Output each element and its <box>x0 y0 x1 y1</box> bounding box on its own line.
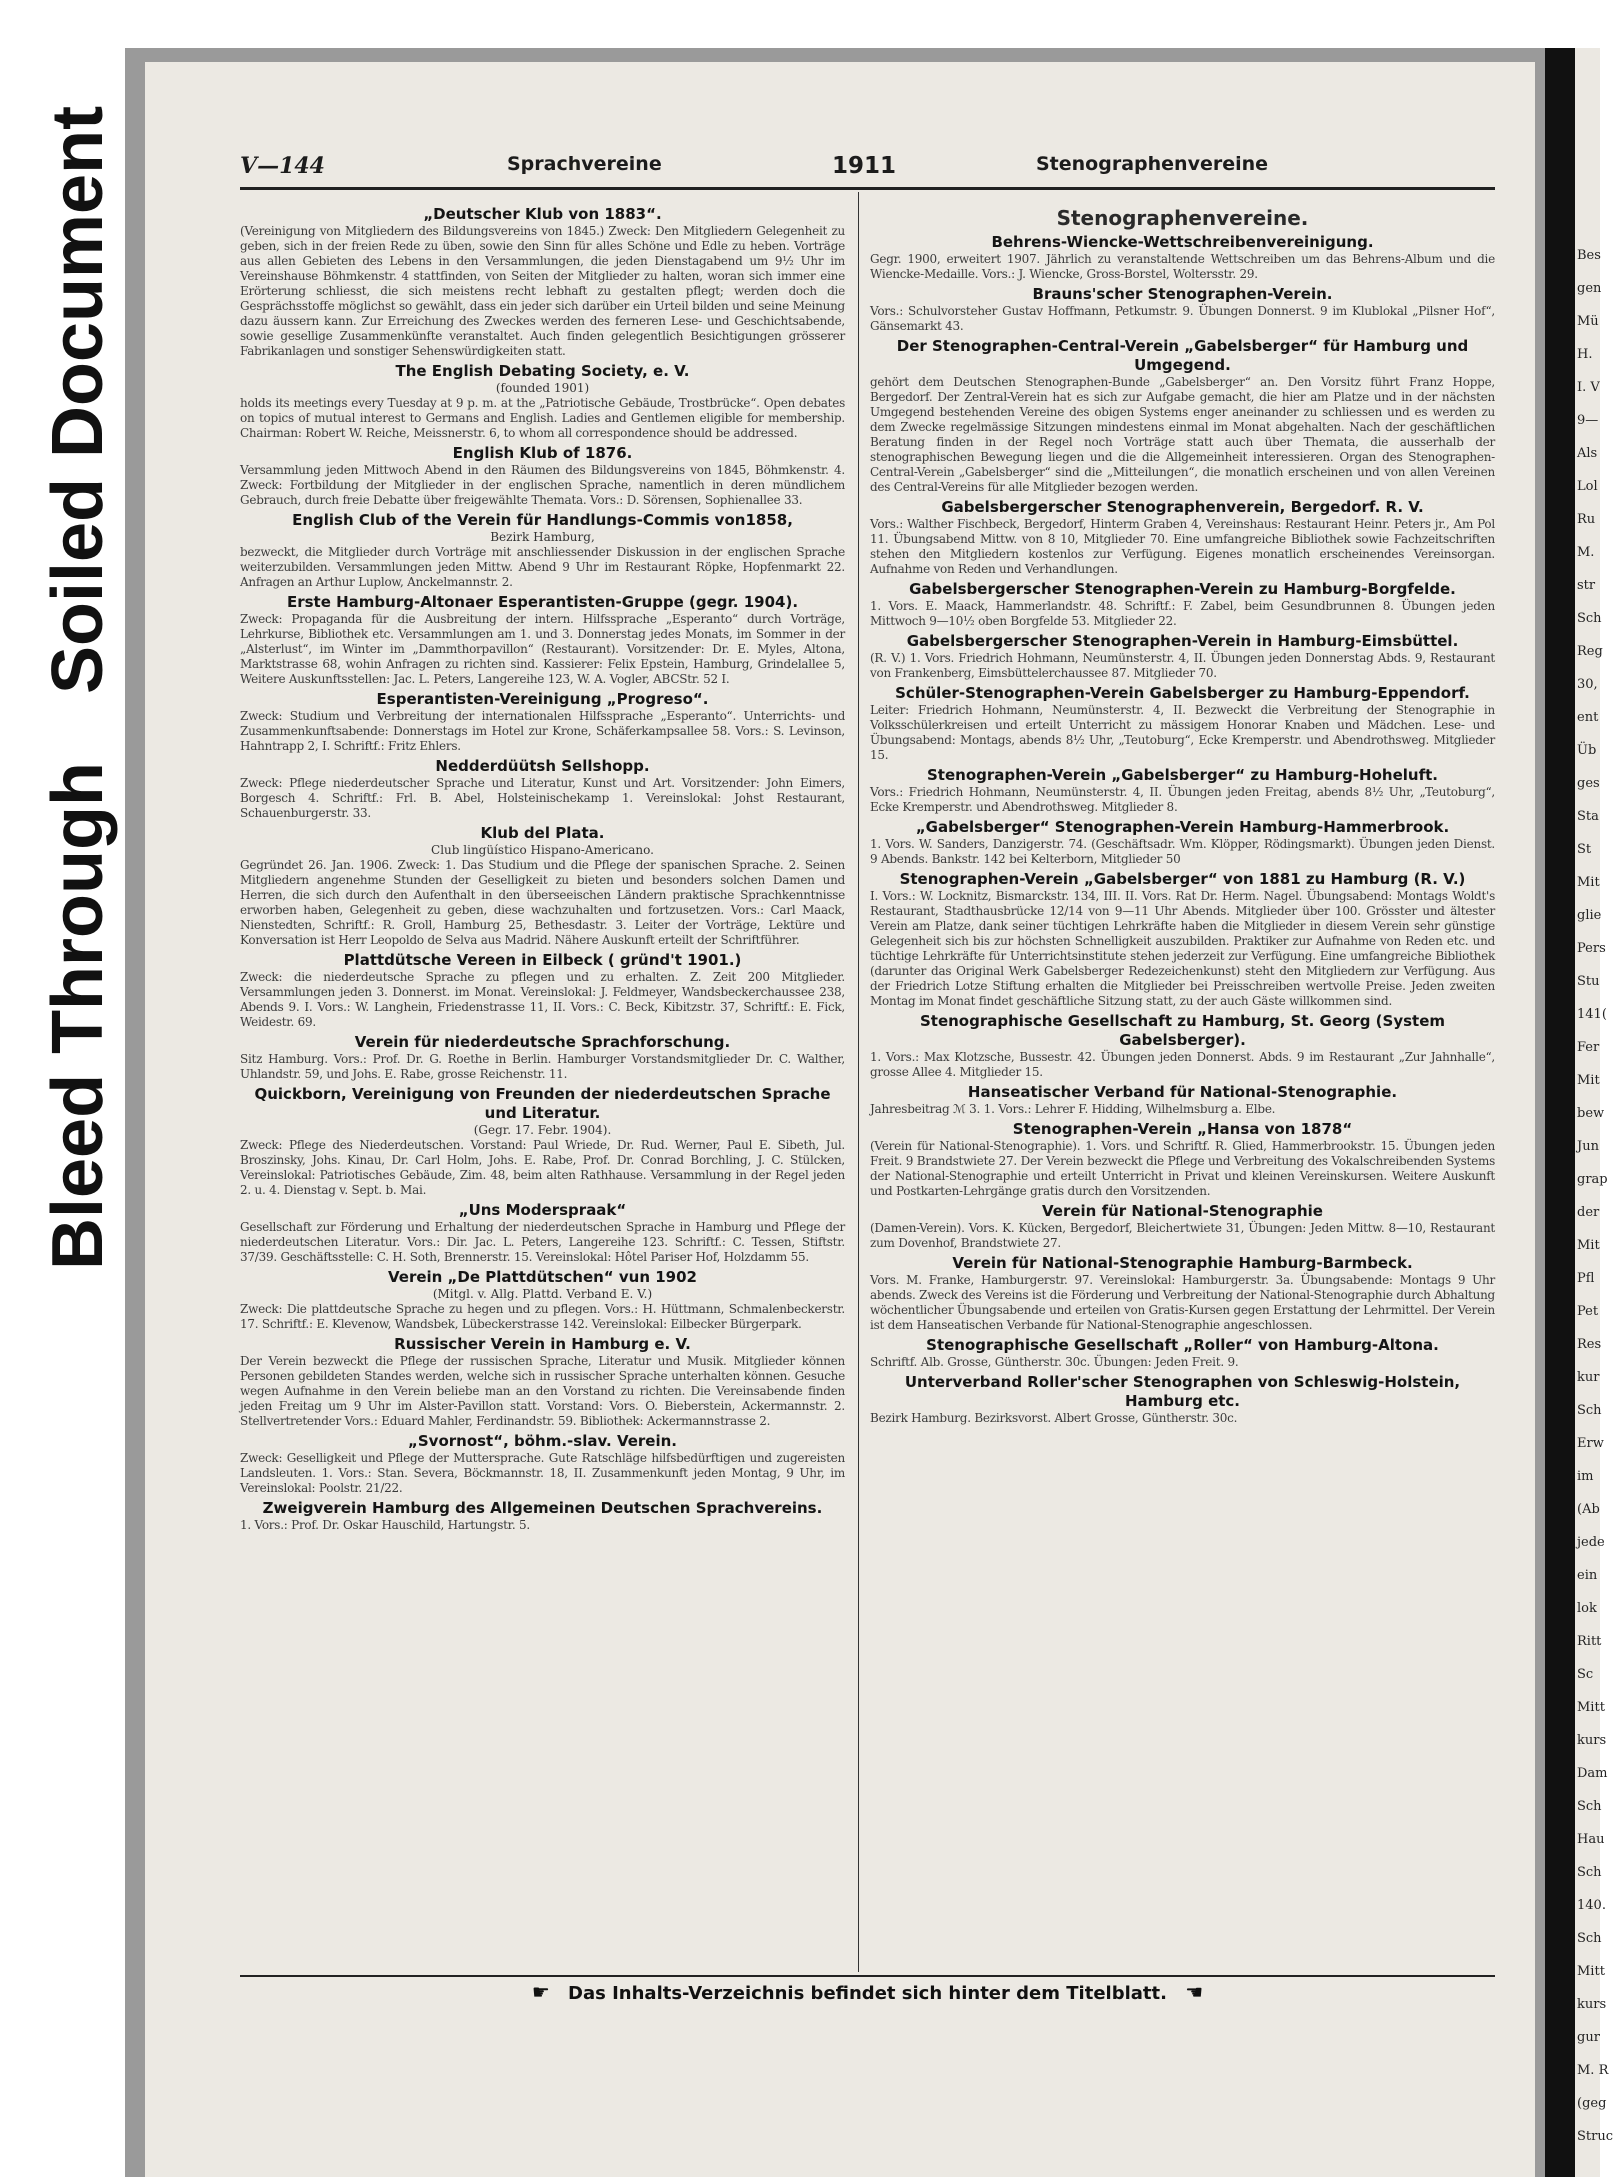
neighbor-fragment: Mit <box>1577 1238 1600 1253</box>
neighbor-fragment: Ru <box>1577 512 1596 527</box>
neighbor-fragment: Pfl <box>1577 1271 1595 1286</box>
neighbor-fragment: (geg <box>1577 2096 1607 2111</box>
directory-entry <box>240 362 845 441</box>
entry-body: Versammlung jeden Mittwoch Abend in den Räumen des Bildungsvereins von 1845, Böhmkenstr. 4. Zweck: Fortbildung der Mitglieder in der englischen Sprache, namentlich in deren mündlichem Gebrauch, durch freie Debatte über freigewählte Themata. Vors.: D. Sörensen, Sophienallee 33. <box>240 463 845 507</box>
header-year: 1911 <box>832 153 897 179</box>
neighbor-fragment: Bes <box>1577 248 1601 263</box>
directory-entry <box>240 1033 845 1082</box>
directory-entry <box>870 684 1495 763</box>
neighbor-fragment: 140. <box>1577 1898 1606 1913</box>
neighbor-fragment: Pet <box>1577 1304 1599 1319</box>
neighbor-fragment: Struc <box>1577 2129 1613 2144</box>
right-column <box>870 205 1495 1429</box>
entry-title: English Club of the Verein für Handlungs-Commis von1858, <box>292 511 793 529</box>
directory-entry <box>240 1335 845 1429</box>
entry-body: Jahresbeitrag ℳ 3. 1. Vors.: Lehrer F. Hidding, Wilhelmsburg a. Elbe. <box>870 1102 1276 1116</box>
neighbor-fragment: Mit <box>1577 1073 1600 1088</box>
neighbor-fragment: gur <box>1577 2030 1600 2045</box>
entry-subtitle: (founded 1901) <box>495 381 590 395</box>
entry-title: Nedderdüütsh Sellshopp. <box>435 757 650 775</box>
neighbor-fragment: kur <box>1577 1370 1600 1385</box>
directory-entry <box>870 1083 1495 1117</box>
directory-entry <box>870 498 1495 577</box>
directory-entry <box>870 870 1495 1009</box>
neighbor-fragment: Dam <box>1577 1766 1608 1781</box>
directory-entry <box>870 1254 1495 1333</box>
bleed-through-stamp <box>28 105 128 1270</box>
neighbor-fragment: Sch <box>1577 1865 1602 1880</box>
entry-title: Verein für niederdeutsche Sprachforschung. <box>354 1033 731 1051</box>
neighbor-fragment: 9— <box>1577 413 1599 428</box>
entry-body: (R. V.) 1. Vors. Friedrich Hohmann, Neumünsterstr. 4, II. Übungen jeden Donnerstag Abds. 9, Restaurant von Frankenberg, Eimsbüttelerchaussee 87. Mitglieder 70. <box>870 651 1495 680</box>
entry-title: Schüler-Stenographen-Verein Gabelsberger zu Hamburg-Eppendorf. <box>895 684 1470 702</box>
entry-title: „Gabelsberger“ Stenographen-Verein Hamburg-Hammerbrook. <box>915 818 1450 836</box>
neighbor-fragment: lok <box>1577 1601 1597 1616</box>
entry-body: Gegr. 1900, erweitert 1907. Jährlich zu veranstaltende Wettschreiben um das Behrens-Album und die Wiencke-Medaille. Vors.: J. Wiencke, Gross-Borstel, Woltersstr. 29. <box>870 252 1495 281</box>
directory-entry <box>240 951 845 1030</box>
directory-entry <box>870 818 1495 867</box>
entry-title: Brauns'scher Stenographen-Verein. <box>1032 285 1333 303</box>
entry-body: (Verein für National-Stenographie). 1. Vors. und Schriftf. R. Glied, Hammerbrookstr. 15. Übungen jeden Freit. 9 Brandstwiete 27. Der Verein bezweckt die Pflege und Verbreitung des Vokalschreibenden Systems der National-Stenographie und erteilt Unterricht in Privat und kleinen Vereinskursen. Weitere Auskunft und Postkarten-Lehrgänge gratis durch den Vorsitzenden. <box>870 1139 1495 1198</box>
directory-entry <box>870 766 1495 815</box>
entry-title: The English Debating Society, e. V. <box>395 362 690 380</box>
entry-body: I. Vors.: W. Locknitz, Bismarckstr. 134, III. II. Vors. Rat Dr. Herm. Nagel. Übungsabend: Montags Woldt's Restaurant, Stadthausbrücke 12/14 von 9—11 Uhr Abends. Mitglieder über 100. Grösster und ältester Verein am Platze, dank seiner tüchtigen Lehrkräfte haben die Mitglieder in diesem Verein sehr günstige Gelegenheit sich bis zur höchsten Schnelligkeit auszubilden. Praktiker zur Aufnahme von Reden etc. und tüchtige Lehrkräfte für Unterrichtsinstitute stehen jederzeit zur Verfügung. Eine umfangreiche Bibliothek (darunter das Original Werk Gabelsberger Redezeichenkunst) steht den Mitgliedern zur Verfügung. Aus der Friedrich Lotze Stiftung erhalten die Mitglieder bei Preisschreiben wertvolle Preise. Jeden zweiten Montag im Monat findet geschäftliche Sitzung statt, zu der auch Gäste willkommen sind. <box>870 889 1495 1008</box>
neighbor-fragment: Sc <box>1577 1667 1594 1682</box>
entry-body: 1. Vors. E. Maack, Hammerlandstr. 48. Schriftf.: F. Zabel, beim Gesundbrunnen 8. Übungen jeden Mittwoch 9—10½ oben Borgfelde 53. Mitglieder 22. <box>870 599 1495 628</box>
entry-body: Zweck: Pflege des Niederdeutschen. Vorstand: Paul Wriede, Dr. Rud. Werner, Paul E. Sibeth, Jul. Broszinsky, Johs. Kinau, Dr. Carl Holm, Johs. E. Rabe, Prof. Dr. Conrad Borchling, J. C. Stülcken, Vereinslokal: Patriotisches Gebäude, Zim. 48, beim alten Rathhause. Versammlung in der Regel jeden 2. u. 4. Dienstag v. Sept. b. Mai. <box>240 1138 845 1197</box>
directory-entry <box>240 1085 845 1198</box>
directory-entry <box>240 205 845 359</box>
entry-body: gehört dem Deutschen Stenographen-Bunde „Gabelsberger“ an. Den Vorsitz führt Franz Hoppe, Bergedorf. Der Zentral-Verein hat es sich zur Aufgabe gemacht, die hier am Platze und in der nächsten Umgegend bestehenden Vereine des obigen Systems enger aneinander zu schliessen und es werden zu dem Zwecke regelmässige Sitzungen mindestens einmal im Monat abgehalten. Nach der geschäftlichen Beratung finden in der Regel noch Vorträge statt auch über Themata, die ausserhalb der stenographischen Bewegung liegen und die die Allgemeinheit interessieren. Organ des Stenographen-Central-Verein „Gabelsberger“ sind die „Mitteilungen“, die monatlich erscheinen und von allen Vereinen des Central-Vereins für alle Mitglieder bezogen werden. <box>870 375 1495 494</box>
entry-subtitle: (Mitgl. v. Allg. Plattd. Verband E. V.) <box>432 1287 653 1301</box>
entry-title: Klub del Plata. <box>480 824 605 842</box>
entry-body: Zweck: Pflege niederdeutscher Sprache und Literatur, Kunst und Art. Vorsitzender: John Eimers, Borgesch 4. Schriftf.: Frl. B. Abel, Holsteinischekamp 1. Vereinslokal: Johst Restaurant, Schauenburgerstr. 33. <box>240 776 845 820</box>
neighbor-fragment: Mitt <box>1577 1700 1605 1715</box>
entry-title: Verein für National-Stenographie <box>1042 1202 1323 1220</box>
entry-subtitle: Bezirk Hamburg, <box>490 530 595 544</box>
neighbor-fragment: Pers <box>1577 941 1606 956</box>
neighbor-page-edge <box>1575 48 1613 2177</box>
directory-entry <box>240 1432 845 1496</box>
entry-title: Russischer Verein in Hamburg e. V. <box>394 1335 691 1353</box>
neighbor-fragment: Sch <box>1577 1403 1602 1418</box>
neighbor-fragment: M. R <box>1577 2063 1609 2078</box>
directory-entry <box>240 690 845 754</box>
neighbor-fragment: (Ab <box>1577 1502 1600 1517</box>
entry-title: Stenographische Gesellschaft „Roller“ von Hamburg-Altona. <box>926 1336 1439 1354</box>
entry-body: 1. Vors. W. Sanders, Danzigerstr. 74. (Geschäftsadr. Wm. Klöpper, Rödingsmarkt). Übungen jeden Dienst. 9 Abends. Bankstr. 142 bei Kelterborn, Mitglieder 50 <box>870 837 1495 866</box>
neighbor-fragment: Lol <box>1577 479 1598 494</box>
entry-title: Stenographen-Verein „Hansa von 1878“ <box>1012 1120 1353 1138</box>
directory-entry <box>240 1499 845 1533</box>
entry-title: Verein für National-Stenographie Hamburg-Barmbeck. <box>952 1254 1413 1272</box>
entry-title: Erste Hamburg-Altonaer Esperantisten-Gruppe (gegr. 1904). <box>286 593 799 611</box>
entry-body: Gesellschaft zur Förderung und Erhaltung der niederdeutschen Sprache in Hamburg und Pflege der niederdeutschen Literatur. Vors.: Dir. Jac. L. Peters, Langereihe 123. Schriftf.: C. Tessen, Stiftstr. 37/39. Geschäftsstelle: C. H. Soth, Brennerstr. 15. Vereinslokal: Hôtel Pariser Hof, Holzdamm 55. <box>240 1220 845 1264</box>
entry-body: holds its meetings every Tuesday at 9 p. m. at the „Patriotische Gebäude, Trostbrücke“. Open debates on topics of mutual interest to Germans and English. Ladies and Gentlemen eligible for membership. Chairman: Robert W. Reiche, Meissnerstr. 6, to whom all correspondence should be addressed. <box>240 396 845 440</box>
directory-entry <box>870 632 1495 681</box>
entry-body: Zweck: Propaganda für die Ausbreitung der intern. Hilfssprache „Esperanto“ durch Vorträge, Lehrkurse, Bibliothek etc. Versammlungen am 1. und 3. Donnerstag jedes Monats, im Sommer in der „Alsterlust“, im Winter im „Dammthorpavillon“ (Restaurant). Vorsitzender: Dr. E. Myles, Altona, Marktstrasse 68, wohin Anfragen zu richten sind. Kassierer: Felix Epstein, Hamburg, Grindelallee 5, Weitere Auskunftsstellen: Jac. L. Peters, Langereihe 123, W. A. Vogler, ABCStr. 52 I. <box>240 612 845 686</box>
entry-subtitle: (Gegr. 17. Febr. 1904). <box>473 1123 612 1137</box>
page-header <box>240 153 1495 190</box>
entry-body: Vors.: Friedrich Hohmann, Neumünsterstr. 4, II. Übungen jeden Freitag, abends 8½ Uhr, „Teutoburg“, Ecke Kremperstr. und Abendrothsweg. Mitglieder 8. <box>870 785 1495 814</box>
entry-body: 1. Vors.: Prof. Dr. Oskar Hauschild, Hartungstr. 5. <box>240 1518 530 1532</box>
entry-title: Gabelsbergerscher Stenographen-Verein in Hamburg-Eimsbüttel. <box>906 632 1459 650</box>
directory-entry <box>240 1268 845 1332</box>
neighbor-fragment: Reg <box>1577 644 1603 659</box>
neighbor-fragment: gen <box>1577 281 1602 296</box>
entry-body: Vors. M. Franke, Hamburgerstr. 97. Vereinslokal: Hamburgerstr. 3a. Übungsabende: Montags 9 Uhr abends. Zweck des Vereins ist die Förderung und Verbreitung der National-Stenographie durch Abhaltung wöchentlicher Übungsabende und erteilen von Gratis-Kursen gegen Erstattung der Lehrmittel. Der Verein ist dem Hanseatischen Verbande für National-Stenographie angeschlossen. <box>870 1273 1495 1332</box>
entry-body: Zweck: Studium und Verbreitung der internationalen Hilfssprache „Esperanto“. Unterrichts- und Zusammenkunftsabende: Donnerstags im Hotel zur Krone, Schäferkampsallee 58. Vors.: S. Levinson, Hahntrapp 2, I. Schriftf.: Fritz Ehlers. <box>240 709 845 753</box>
entry-body: Bezirk Hamburg. Bezirksvorst. Albert Grosse, Güntherstr. 30c. <box>870 1411 1238 1425</box>
entry-title: Gabelsbergerscher Stenographen-Verein zu Hamburg-Borgfelde. <box>909 580 1456 598</box>
entry-title: Quickborn, Vereinigung von Freunden der niederdeutschen Sprache und Literatur. <box>254 1085 831 1122</box>
pointing-hand-left-icon: ☚ <box>1185 1980 1204 2004</box>
entry-title: Zweigverein Hamburg des Allgemeinen Deutschen Sprachvereins. <box>262 1499 823 1517</box>
entry-title: Gabelsbergerscher Stenographenverein, Bergedorf. R. V. <box>941 498 1424 516</box>
directory-entry <box>240 757 845 821</box>
directory-entry <box>240 824 845 948</box>
right-entries <box>870 233 1495 1426</box>
directory-entry <box>870 233 1495 282</box>
neighbor-fragment: M. <box>1577 545 1595 560</box>
neighbor-fragment: jede <box>1577 1535 1605 1550</box>
neighbor-fragment: str <box>1577 578 1596 593</box>
neighbor-fragment: Hau <box>1577 1832 1605 1847</box>
directory-entry <box>870 285 1495 334</box>
entry-title: „Svornost“, böhm.-slav. Verein. <box>408 1432 677 1450</box>
directory-entry <box>870 1202 1495 1251</box>
header-left-title: Sprachvereine <box>507 153 662 175</box>
entry-title: Stenographische Gesellschaft zu Hamburg, St. Georg (System Gabelsberger). <box>919 1012 1446 1049</box>
neighbor-fragment: Sch <box>1577 611 1602 626</box>
entry-body: Gegründet 26. Jan. 1906. Zweck: 1. Das Studium und die Pflege der spanischen Sprache. 2. Seinen Mitgliedern angenehme Stunden der Geselligkeit zu bieten und besonders solchen Damen und Herren, die sich durch den Aufenthalt in den überseeischen Ländern praktische Sprachkenntnisse erworben haben, Gelegenheit zu geben, diese wachzuhalten und fortzusetzen. Vors.: Carl Maack, Nienstedten, Schriftf.: R. Groll, Hamburg 25, Bethesdastr. 3. Leiter der Vorträge, Lektüre und Konversation ist Herr Leopoldo de Selva aus Madrid. Nähere Auskunft erteilt der Schriftführer. <box>240 858 845 947</box>
entry-body: Zweck: Geselligkeit und Pflege der Muttersprache. Gute Ratschläge hilfsbedürftigen und zugereisten Landsleuten. 1. Vors.: Stan. Severa, Böckmannstr. 18, II. Zusammenkunft jeden Montag, 9 Uhr, im Vereinslokal: Poolstr. 21/22. <box>240 1451 845 1495</box>
neighbor-fragment: Als <box>1577 446 1598 461</box>
entry-body: (Vereinigung von Mitgliedern des Bildungsvereins von 1845.) Zweck: Den Mitgliedern Gelegenheit zu geben, sich in der freien Rede zu üben, sowie den Sinn für alles Schöne und Edle zu heben. Vorträge aus allen Gebieten des Lebens in den Versammlungen, die jeden Dienstagabend um 9½ Uhr im Vereinshause Böhmkenstr. 4 stattfinden, von Seiten der Mitglieder zu halten, woran sich immer eine Erörterung schliesst, die sich meistens recht lebhaft zu gestalten pflegt; werden doch die Gesprächsstoffe möglichst so gewählt, dass ein jeder sich darüber ein Urteil bilden und seine Meinung dazu äussern kann. Zur Erreichung des Zweckes werden des ferneren Lese- und Geschichtsabende, sowie gesellige Zusammenkünfte veranstaltet. Auch finden gelegentlich Besichtigungen grösserer Fabrikanlagen und sonstiger Sehenswürdigkeiten statt. <box>240 224 845 358</box>
neighbor-fragment: kurs <box>1577 1997 1607 2012</box>
footer-text: Das Inhalts-Verzeichnis befindet sich hinter dem Titelblatt. <box>568 1983 1167 2004</box>
entry-title: English Klub of 1876. <box>452 444 633 462</box>
neighbor-fragment: der <box>1577 1205 1600 1220</box>
neighbor-fragment: Res <box>1577 1337 1602 1352</box>
entry-body: (Damen-Verein). Vors. K. Kücken, Bergedorf, Bleichertwiete 31, Übungen: Jeden Mittw. 8—10, Restaurant zum Dovenhof, Brandstwiete 27. <box>870 1221 1495 1250</box>
directory-entry <box>240 593 845 687</box>
neighbor-fragment: bew <box>1577 1106 1605 1121</box>
neighbor-fragment: glie <box>1577 908 1602 923</box>
entry-title: Verein „De Plattdütschen“ vun 1902 <box>387 1268 697 1286</box>
directory-entry <box>870 1336 1495 1370</box>
stamp-line2: Soiled Document <box>38 105 118 694</box>
entry-title: Hanseatischer Verband für National-Stenographie. <box>967 1083 1398 1101</box>
section-heading: Stenographenvereine. <box>1056 206 1309 230</box>
directory-entry <box>240 511 845 590</box>
neighbor-fragment: Ritt <box>1577 1634 1602 1649</box>
directory-entry <box>870 1373 1495 1426</box>
neighbor-fragment: Mitt <box>1577 1964 1605 1979</box>
neighbor-fragment: St <box>1577 842 1592 857</box>
neighbor-fragment: Jun <box>1577 1139 1599 1154</box>
entry-body: Zweck: die niederdeutsche Sprache zu pflegen und zu erhalten. Z. Zeit 200 Mitglieder. Versammlungen jeden 3. Donnerst. im Monat. Vereinslokal: J. Feldmeyer, Wandsbeckerchaussee 238, Abends 9. I. Vors.: W. Langhein, Friedenstrasse 11, II. Vors.: C. Beck, Kibitzstr. 37, Schriftf.: E. Fick, Weidestr. 69. <box>240 970 845 1029</box>
neighbor-fragment: im <box>1577 1469 1594 1484</box>
neighbor-fragment: ges <box>1577 776 1600 791</box>
directory-entry <box>870 337 1495 495</box>
directory-entry <box>870 580 1495 629</box>
entry-body: 1. Vors.: Max Klotzsche, Bussestr. 42. Übungen jeden Donnerst. Abds. 9 im Restaurant „Zur Jahnhalle“, grosse Allee 4. Mitglieder 15. <box>870 1050 1495 1079</box>
neighbor-fragment: Erw <box>1577 1436 1604 1451</box>
entry-body: Schriftf. Alb. Grosse, Güntherstr. 30c. Übungen: Jeden Freit. 9. <box>870 1355 1239 1369</box>
entry-body: Sitz Hamburg. Vors.: Prof. Dr. G. Roethe in Berlin. Hamburger Vorstandsmitglieder Dr. C. Walther, Uhlandstr. 59, und Johs. E. Rabe, grosse Reichenstr. 11. <box>240 1052 845 1081</box>
directory-entry <box>240 444 845 508</box>
neighbor-fragment: Üb <box>1577 743 1597 758</box>
stamp-line1: Bleed Through <box>38 762 118 1270</box>
entry-title: Der Stenographen-Central-Verein „Gabelsberger“ für Hamburg und Umgegend. <box>896 337 1469 374</box>
neighbor-fragment: kurs <box>1577 1733 1607 1748</box>
entry-body: Zweck: Die plattdeutsche Sprache zu hegen und zu pflegen. Vors.: H. Hüttmann, Schmalenbeckerstr. 17. Schriftf.: E. Klevenow, Wandsbek, Lübeckerstrasse 142. Vereinslokal: Eilbecker Bürgerpark. <box>240 1302 845 1331</box>
pointing-hand-right-icon: ☛ <box>531 1980 550 2004</box>
neighbor-fragment: Sch <box>1577 1799 1602 1814</box>
entry-body: Der Verein bezweckt die Pflege der russischen Sprache, Literatur und Musik. Mitglieder können Personen gebildeten Standes werden, welche sich in russischer Sprache unterhalten können. Gesuche wegen Aufnahme in den Verein beliebe man an den Vorstand zu richten. Die Vereinsabende finden jeden Freitag um 9 Uhr im Alster-Pavillon statt. Vorstand: Vors. O. Bieberstein, Ackermannstr. 2. Stellvertretender Vors.: Eduard Mahler, Ferdinandstr. 59. Bibliothek: Ackermannstrasse 2. <box>240 1354 845 1428</box>
neighbor-fragment: Mit <box>1577 875 1600 890</box>
neighbor-fragment: 30, <box>1577 677 1598 692</box>
directory-entry <box>870 1012 1495 1080</box>
directory-entry <box>240 1201 845 1265</box>
entry-title: „Uns Moderspraak“ <box>458 1201 627 1219</box>
page-number: V—144 <box>240 153 325 179</box>
neighbor-fragment: ent <box>1577 710 1599 725</box>
entry-title: Behrens-Wiencke-Wettschreibenvereinigung. <box>991 233 1374 251</box>
entry-subtitle: Club lingüístico Hispano-Americano. <box>431 843 654 857</box>
entry-title: Plattdütsche Vereen in Eilbeck ( gründ't 1901.) <box>343 951 742 969</box>
entry-body: Vors.: Walther Fischbeck, Bergedorf, Hinterm Graben 4, Vereinshaus: Restaurant Heinr. Peters jr., Am Pol 11. Übungsabend Mittw. von 8 10, Mitglieder 70. Eine umfangreiche Bibliothek sowie Fachzeitschriften stehen den Mitgliedern kostenlos zur Verfügung. Eigenes monatlich erscheinendes Vereinsorgan. Aufnahme von Reden und Verhandlungen. <box>870 517 1495 576</box>
entry-title: Esperantisten-Vereinigung „Progreso“. <box>376 690 709 708</box>
entry-body: Vors.: Schulvorsteher Gustav Hoffmann, Petkumstr. 9. Übungen Donnerst. 9 im Klublokal „Pilsner Hof“, Gänsemarkt 43. <box>870 304 1495 333</box>
left-column <box>240 205 845 1536</box>
neighbor-fragment: ein <box>1577 1568 1598 1583</box>
directory-entry <box>870 1120 1495 1199</box>
entry-title: Stenographen-Verein „Gabelsberger“ zu Hamburg-Hoheluft. <box>927 766 1438 784</box>
column-divider <box>858 192 859 1972</box>
neighbor-fragment: 141( <box>1577 1007 1607 1022</box>
entry-title: Unterverband Roller'scher Stenographen von Schleswig-Holstein, Hamburg etc. <box>904 1373 1461 1410</box>
neighbor-fragment: Sch <box>1577 1931 1602 1946</box>
neighbor-fragment: grap <box>1577 1172 1608 1187</box>
neighbor-fragment: Stu <box>1577 974 1600 989</box>
neighbor-fragment: H. <box>1577 347 1593 362</box>
entry-body: bezweckt, die Mitglieder durch Vorträge mit anschliessender Diskussion in der englischen Sprache weiterzubilden. Versammlungen jeden Mittw. Abend 9 Uhr im Restaurant Röpke, Hopfenmarkt 22. Anfragen an Arthur Luplow, Anckelmannstr. 2. <box>240 545 845 589</box>
neighbor-fragment: Fer <box>1577 1040 1600 1055</box>
entry-body: Leiter: Friedrich Hohmann, Neumünsterstr. 4, II. Bezweckt die Verbreitung der Stenographie in Volksschülerkreisen und erteilt Unterricht zu mässigem Honorar Knaben und Mädchen. Lese- und Übungsabend: Montags, abends 8½ Uhr, „Teutoburg“, Ecke Kremperstr. und Abendrothsweg. Mitglieder 15. <box>870 703 1495 762</box>
neighbor-fragment: I. V <box>1577 380 1600 395</box>
neighbor-fragment: Sta <box>1577 809 1599 824</box>
footer-note <box>240 1975 1495 2007</box>
header-right-title: Stenographenvereine <box>1036 153 1269 175</box>
entry-title: „Deutscher Klub von 1883“. <box>423 205 662 223</box>
entry-title: Stenographen-Verein „Gabelsberger“ von 1881 zu Hamburg (R. V.) <box>899 870 1466 888</box>
neighbor-fragment: Mü <box>1577 314 1599 329</box>
